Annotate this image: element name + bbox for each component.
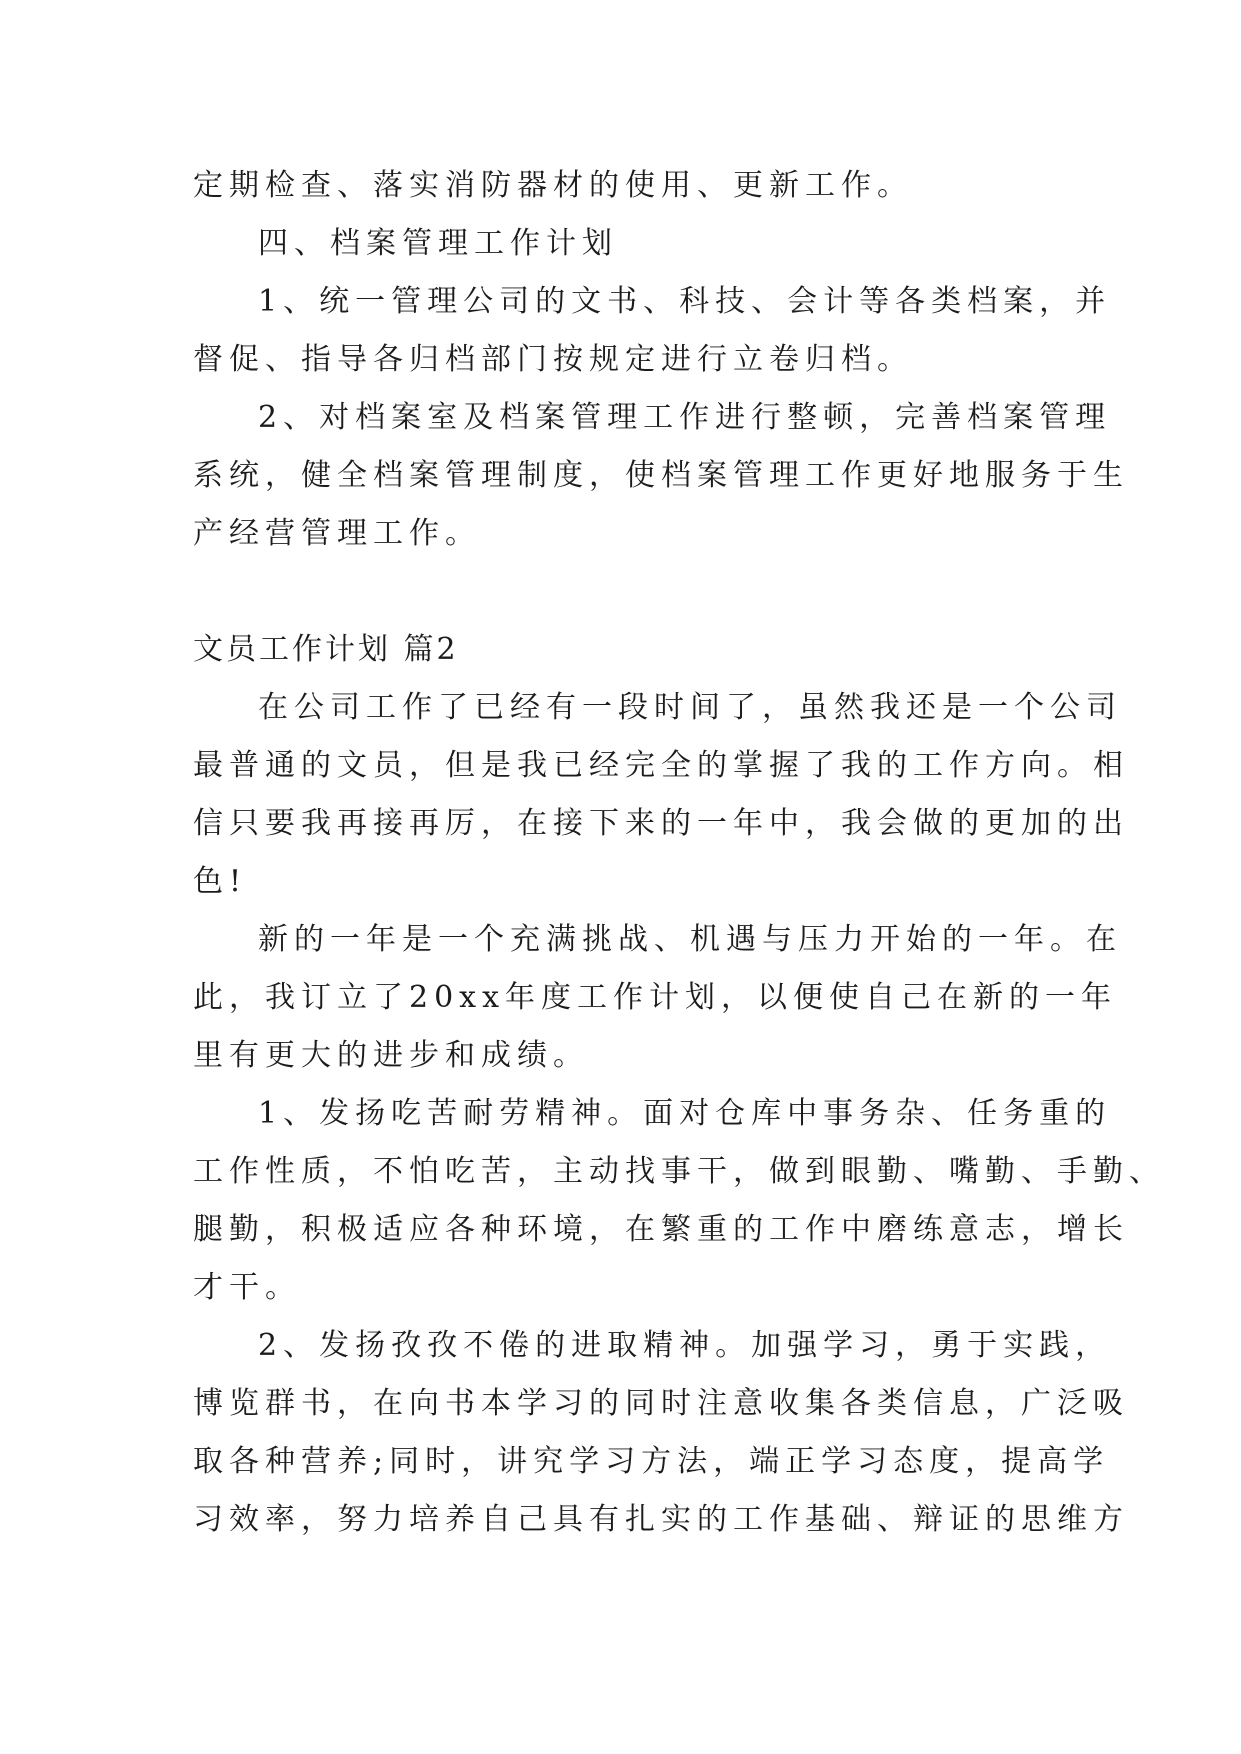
document-body (193, 157, 1165, 1549)
body-line: 产经营管理工作。 (193, 516, 481, 551)
section-heading: 四、档案管理工作计划 (258, 226, 618, 261)
body-line: 信只要我再接再厉，在接下来的一年中，我会做的更加的出 (193, 806, 1129, 841)
body-line: 博览群书，在向书本学习的同时注意收集各类信息，广泛吸 (193, 1386, 1129, 1421)
body-line: 新的一年是一个充满挑战、机遇与压力开始的一年。在 (258, 922, 1122, 957)
body-line: 1、发扬吃苦耐劳精神。面对仓库中事务杂、任务重的 (258, 1096, 1112, 1131)
body-line: 才干。 (193, 1270, 301, 1305)
body-line: 腿勤，积极适应各种环境，在繁重的工作中磨练意志，增长 (193, 1212, 1129, 1247)
body-line: 此，我订立了20xx年度工作计划，以便使自己在新的一年 (193, 980, 1118, 1015)
body-line: 1、统一管理公司的文书、科技、会计等各类档案，并 (258, 284, 1112, 319)
body-line: 督促、指导各归档部门按规定进行立卷归档。 (193, 342, 913, 377)
article-title: 文员工作计划 篇2 (193, 632, 459, 667)
paragraph-gap (193, 563, 1053, 621)
body-line: 工作性质，不怕吃苦，主动找事干，做到眼勤、嘴勤、手勤、 (193, 1154, 1165, 1189)
body-line: 在公司工作了已经有一段时间了，虽然我还是一个公司 (258, 690, 1122, 725)
body-line: 2、对档案室及档案管理工作进行整顿，完善档案管理 (258, 400, 1112, 435)
body-line: 色! (193, 864, 248, 899)
body-line: 系统，健全档案管理制度，使档案管理工作更好地服务于生 (193, 458, 1129, 493)
body-line: 最普通的文员，但是我已经完全的掌握了我的工作方向。相 (193, 748, 1129, 783)
body-line: 2、发扬孜孜不倦的进取精神。加强学习，勇于实践， (258, 1328, 1112, 1363)
body-line: 定期检查、落实消防器材的使用、更新工作。 (193, 168, 913, 203)
body-line: 习效率，努力培养自己具有扎实的工作基础、辩证的思维方 (193, 1502, 1129, 1537)
body-line: 里有更大的进步和成绩。 (193, 1038, 589, 1073)
body-line: 取各种营养;同时，讲究学习方法，端正学习态度，提高学 (193, 1444, 1110, 1479)
